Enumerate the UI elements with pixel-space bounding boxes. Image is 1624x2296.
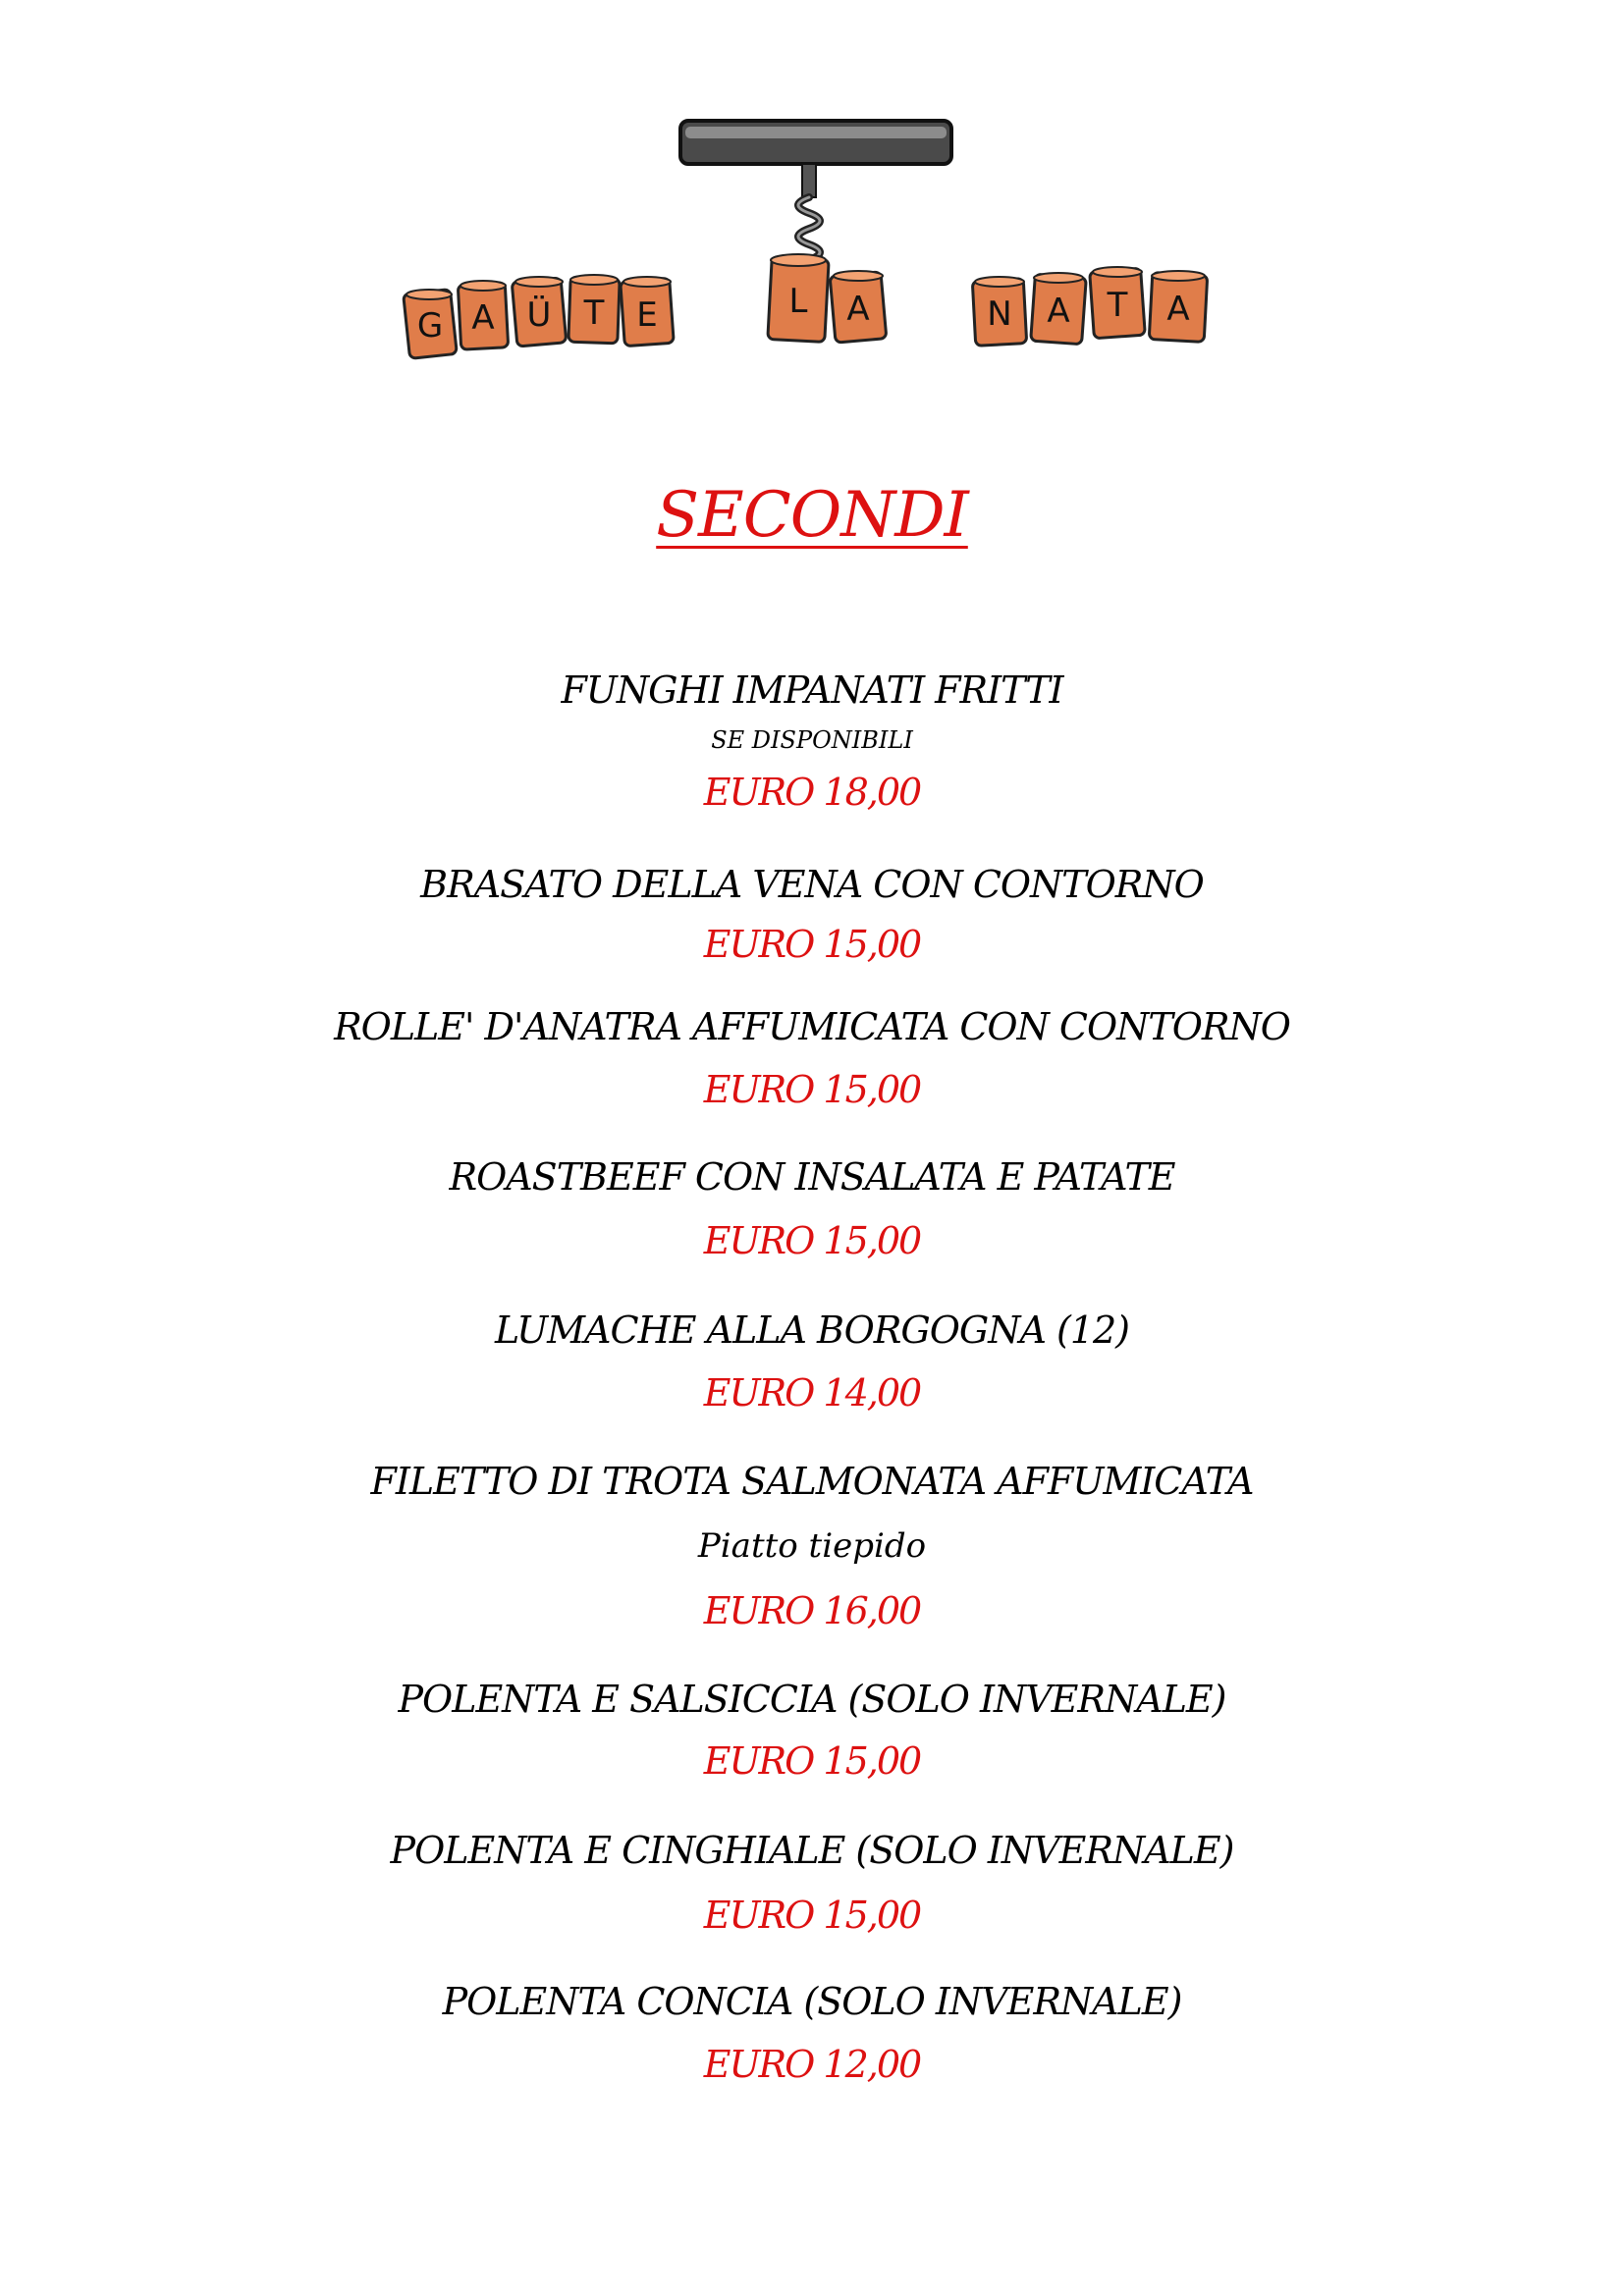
cork-top [1093, 267, 1142, 277]
logo-letter: A [1047, 292, 1070, 331]
dish-price: EURO 15,00 [703, 1894, 921, 1937]
dish-price: EURO 16,00 [703, 1589, 921, 1632]
dish-price: EURO 18,00 [703, 771, 921, 814]
cork-top [623, 277, 671, 287]
dish-name: FUNGHI IMPANATI FRITTI [561, 668, 1063, 712]
logo-letter: L [788, 282, 808, 321]
logo-letter: A [1166, 290, 1190, 329]
logo-letter: G [416, 306, 444, 346]
dish-name: ROLLE' D'ANATRA AFFUMICATA CON CONTORNO [334, 1005, 1290, 1048]
dish-price: EURO 12,00 [703, 2043, 921, 2086]
logo-letter: E [636, 295, 658, 335]
dish-price: EURO 14,00 [703, 1371, 921, 1415]
dish-note: Piatto tiepido [697, 1526, 927, 1566]
cork-top [406, 290, 452, 299]
cork-top [1034, 273, 1083, 283]
dish-name: POLENTA E SALSICCIA (SOLO INVERNALE) [398, 1678, 1226, 1721]
dish-price: EURO 15,00 [703, 1739, 921, 1783]
corkscrew-icon [393, 103, 1247, 393]
dish-name: FILETTO DI TROTA SALMONATA AFFUMICATA [370, 1460, 1254, 1503]
cork-top [515, 277, 563, 287]
logo-letter: A [846, 290, 870, 329]
cork-top [1152, 271, 1205, 281]
dish-note: SE DISPONIBILI [711, 726, 913, 754]
logo-letter: Ü [526, 295, 552, 335]
cork-top [570, 275, 618, 285]
restaurant-logo [393, 103, 1247, 393]
logo-letter: T [1107, 286, 1128, 325]
dish-name: BRASATO DELLA VENA CON CONTORNO [420, 863, 1204, 906]
logo-letter: T [583, 294, 605, 333]
logo-letter: N [987, 294, 1012, 334]
dish-price: EURO 15,00 [703, 923, 921, 966]
logo-letter: A [471, 298, 495, 338]
cork-top [834, 271, 883, 281]
dish-name: LUMACHE ALLA BORGOGNA (12) [494, 1308, 1130, 1352]
cork-top [460, 281, 506, 291]
cork-top [975, 277, 1024, 287]
dish-name: POLENTA CONCIA (SOLO INVERNALE) [442, 1980, 1182, 2023]
dish-price: EURO 15,00 [703, 1068, 921, 1111]
page-title: SECONDI [656, 479, 968, 552]
cork-top [771, 254, 826, 266]
dish-name: ROASTBEEF CON INSALATA E PATATE [449, 1155, 1175, 1199]
dish-price: EURO 15,00 [703, 1219, 921, 1262]
dish-name: POLENTA E CINGHIALE (SOLO INVERNALE) [390, 1829, 1234, 1872]
